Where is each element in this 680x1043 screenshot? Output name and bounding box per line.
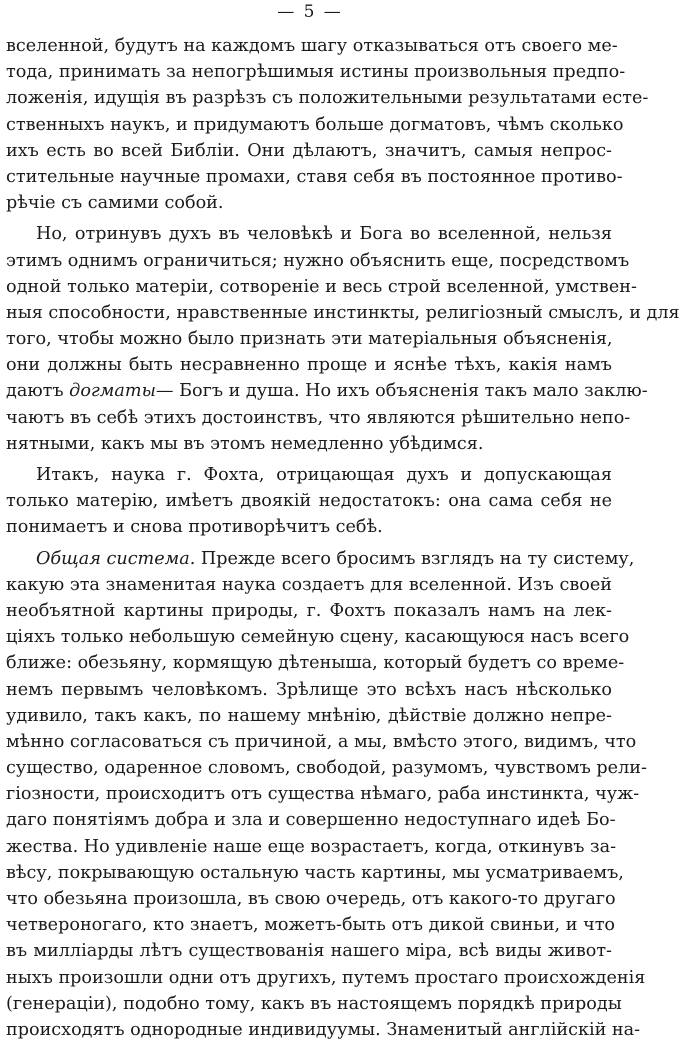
text-line: Но, отринувъ духъ въ человѣкѣ и Бога во вселенной, нельзя <box>36 224 612 245</box>
text-line: удивило, такъ какъ, по нашему мнѣнію, дѣйствіе должно непре- <box>6 705 612 726</box>
text-line: необъятной картины природы, г. Фохтъ показалъ намъ на лек- <box>6 600 612 621</box>
text-segment: — Богъ и душа. Но ихъ объясненія такъ мало заклю- <box>155 381 648 402</box>
text-line: понимаетъ и снова противорѣчитъ себѣ. <box>6 517 383 538</box>
text-line: только матерію, имѣетъ двоякій недостатокъ: она сама себя не <box>6 491 612 512</box>
text-line: ныхъ произошли одни отъ другихъ, путемъ простаго происхожденія <box>6 967 646 988</box>
paragraph-3 <box>6 462 612 541</box>
text-line: они должны быть несравненно проще и яснѣе тѣхъ, какія намъ <box>6 355 612 376</box>
text-line: вѣсу, покрывающую остальную часть картины, мы усматриваемъ, <box>6 862 624 883</box>
text-line: ложенія, идущія въ разрѣзъ съ положительными результатами есте- <box>6 88 649 109</box>
italic-term: догматы <box>69 381 156 402</box>
text-line: одной только матеріи, сотвореніе и весь строй вселенной, умствен- <box>6 276 637 297</box>
text-line: что обезьяна произошла, въ свою очередь, отъ какого-то другаго <box>6 889 616 909</box>
text-line: четвероногаго, кто знаетъ, можетъ-быть отъ дикой свиньи, и что <box>6 915 616 936</box>
text-line: немъ первымъ человѣкомъ. Зрѣлище это всѣхъ насъ нѣсколько <box>6 679 612 700</box>
text-line: даго понятіямъ добра и зла и совершенно недоступнаго идеѣ Бо- <box>6 810 616 831</box>
text-line: происходятъ однородные индивидуумы. Знаменитый англійскій на- <box>6 1019 641 1040</box>
text-line: въ милліарды лѣтъ существованія нашего міра, всѣ виды живот- <box>6 941 612 962</box>
paragraph-4 <box>6 546 647 1043</box>
text-line: гіозности, происходитъ отъ существа нѣмаго, раба инстинкта, чуж- <box>6 784 640 805</box>
paragraph-2 <box>6 221 680 457</box>
text-line: нятными, какъ мы въ этомъ немедленно убѣдимся. <box>6 433 484 454</box>
text-line: ихъ есть во всей Библіи. Они дѣлаютъ, значитъ, самыя непрос- <box>6 140 612 161</box>
text-segment: даютъ <box>6 381 64 402</box>
text-line: ственныхъ наукъ, и придумаютъ больше догматовъ, чѣмъ сколько <box>6 114 624 135</box>
text-line: ныя способности, нравственные инстинкты, религіозный смыслъ, и для <box>6 302 680 323</box>
section-heading: Общая система. <box>36 548 196 569</box>
text-line: этимъ однимъ ограничиться; нужно объяснить еще, посредствомъ <box>6 250 630 271</box>
text-line: ціяхъ только небольшую семейную сцену, касающуюся насъ всего <box>6 627 630 648</box>
text-line-mixed <box>6 378 648 404</box>
text-line: чаютъ въ себѣ этихъ достоинствъ, что являются рѣшительно непо- <box>6 407 631 428</box>
text-line: (генераціи), подобно тому, какъ въ настоящемъ порядкѣ природы <box>6 993 622 1014</box>
text-line: рѣчіе съ самими собой. <box>6 193 224 214</box>
page-number: — 5 — <box>277 2 343 22</box>
text-line: стительные научные промахи, ставя себя въ постоянное противо- <box>6 166 623 187</box>
text-segment: Прежде всего бросимъ взглядъ на ту систему, <box>200 548 635 569</box>
text-line: Итакъ, наука г. Фохта, отрицающая духъ и допускающая <box>36 465 612 485</box>
text-line: тода, принимать за непогрѣшимыя истины произвольныя предпо- <box>6 62 626 83</box>
body-text <box>6 33 680 1043</box>
text-line: вселенной, будутъ на каждомъ шагу отказываться отъ своего ме- <box>6 36 618 56</box>
text-line: жества. Но удивленіе наше еще возрастаетъ, когда, откинувъ за- <box>6 836 617 857</box>
text-line: мѣнно согласоваться съ причиной, а мы, вмѣсто этого, видимъ, что <box>6 731 637 752</box>
paragraph-1 <box>6 33 649 216</box>
text-line: того, чтобы можно было признать эти матеріальныя объясненія, <box>6 329 613 350</box>
text-line: ближе: обезьяну, кормящую дѣтеныша, который будетъ со време- <box>6 653 625 674</box>
text-line: существо, одаренное словомъ, свободой, разумомъ, чувствомъ рели- <box>6 758 647 779</box>
text-line-mixed <box>6 546 635 572</box>
text-line: какую эта знаменитая наука создаетъ для вселенной. Изъ своей <box>6 574 612 595</box>
